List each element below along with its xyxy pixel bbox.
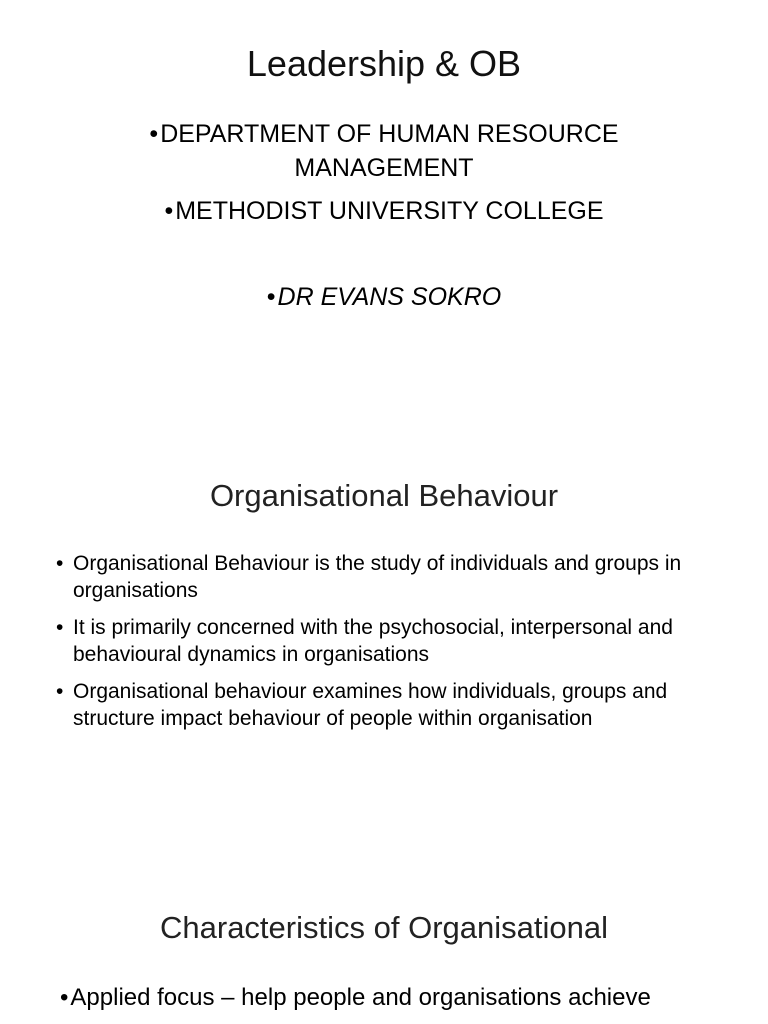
college-text: METHODIST UNIVERSITY COLLEGE <box>175 197 604 225</box>
slide-title: Leadership & OB <box>246 43 522 84</box>
list-item-text: Applied focus – help people and organisations achieve <box>70 984 651 1011</box>
list-item <box>56 678 726 732</box>
bullet-list <box>56 550 726 742</box>
author-name: DR EVANS SOKRO <box>277 283 502 311</box>
department-text-line-2: MANAGEMENT <box>294 154 474 182</box>
list-item <box>56 614 726 668</box>
list-item-text: Organisational behaviour examines how individuals, groups and structure impact behaviour of people within organisation <box>73 680 668 730</box>
list-item-text: It is primarily concerned with the psychosocial, interpersonal and behavioural dynamics in organisations <box>73 616 673 666</box>
slide-title: Organisational Behaviour <box>209 478 559 513</box>
bullet-icon: • <box>149 120 159 148</box>
department-text-line-1: DEPARTMENT OF HUMAN RESOURCE <box>160 120 619 148</box>
slide-1 <box>0 0 768 420</box>
bullet-icon: • <box>56 680 64 703</box>
list-item-text: Organisational Behaviour is the study of individuals and groups in organisations <box>73 552 682 602</box>
college-line <box>40 194 728 228</box>
bullet-icon: • <box>164 197 174 225</box>
bullet-icon: • <box>56 616 64 639</box>
author-line <box>40 280 728 314</box>
bullet-icon: • <box>56 552 64 575</box>
list-item <box>60 982 740 1013</box>
slide-title: Characteristics of Organisational <box>160 910 608 945</box>
bullet-icon: • <box>266 283 276 311</box>
list-item <box>56 550 726 604</box>
bullet-icon: • <box>60 984 69 1011</box>
department-line <box>40 117 728 185</box>
slide-2 <box>0 420 768 840</box>
slide-3 <box>0 840 768 1024</box>
